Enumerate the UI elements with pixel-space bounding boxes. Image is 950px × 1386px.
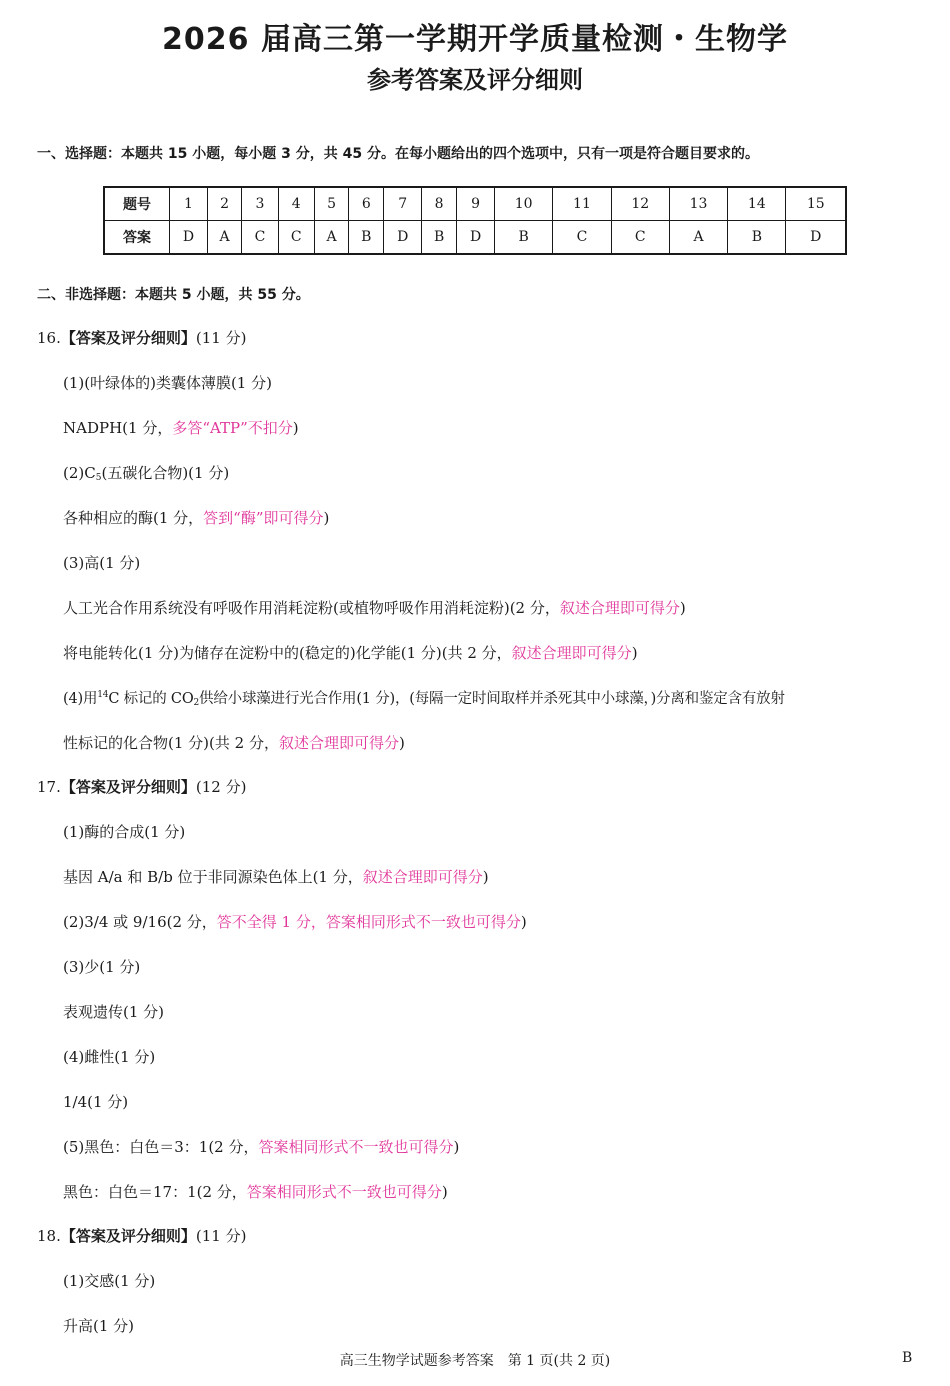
answer-cell: B (495, 221, 553, 255)
q16-line-6-text: 人工光合作用系统没有呼吸作用消耗淀粉(或植物呼吸作用消耗淀粉)(2 分， (63, 599, 560, 617)
q16-line-7-text: 将电能转化(1 分)为储存在淀粉中的(稳定的)化学能(1 分)(共 2 分， (63, 644, 512, 662)
q16-line-8-rest: 供给小球藻进行光合作用(1 分)，(每隔一定时间取样并杀死其中小球藻，)分离和鉴定含有放射 (199, 691, 785, 707)
answer-cell: A (207, 221, 241, 255)
question-number: 4 (278, 187, 314, 221)
q17-line-8-note: 答案相同形式不一致也可得分 (258, 1138, 454, 1156)
q16-line-9 (63, 732, 405, 753)
answer-cell: C (242, 221, 278, 255)
answer-cell: D (384, 221, 422, 255)
question-number: 13 (669, 187, 727, 221)
q16-line-2-note: 多答“ATP”不扣分 (172, 419, 293, 437)
q17-heading (37, 776, 246, 797)
answer-cell: B (349, 221, 384, 255)
question-number: 15 (786, 187, 846, 221)
answer-table-answer-row (104, 221, 846, 255)
question-number: 8 (422, 187, 457, 221)
q17-number: 17. (37, 778, 61, 796)
answer-cell: A (314, 221, 348, 255)
q16-line-7-note: 叙述合理即可得分 (511, 644, 632, 662)
q16-line-8-co2: C 标记的 CO (108, 691, 194, 707)
q16-label: 【答案及评分细则】 (60, 329, 196, 347)
question-number: 2 (207, 187, 241, 221)
q17-line-8 (63, 1136, 459, 1157)
q16-line-4-note: 答到“酶”即可得分 (203, 509, 324, 527)
q17-line-1: (1)酶的合成(1 分) (63, 823, 186, 841)
section-1-heading: 一、选择题：本题共 15 小题，每小题 3 分，共 45 分。在每小题给出的四个选项中，只有一项是符合题目要求的。 (37, 146, 759, 162)
answer-cell: C (278, 221, 314, 255)
q16-line-3 (63, 462, 229, 483)
version-mark: B (902, 1350, 913, 1366)
q17-line-3-close: ) (520, 913, 527, 931)
q16-line-2 (63, 417, 299, 438)
answer-table-number-row (104, 187, 846, 221)
q16-line-9-text: 性标记的化合物(1 分)(共 2 分， (63, 734, 279, 752)
q16-line-8-superscript: 14 (97, 690, 109, 700)
answer-cell: C (611, 221, 669, 255)
page-title: 2026 届高三第一学期开学质量检测・生物学 (162, 22, 788, 57)
number-row-label: 题号 (104, 187, 170, 221)
page-footer: 高三生物学试题参考答案 第 1 页(共 2 页) (339, 1353, 611, 1369)
section-2-heading: 二、非选择题：本题共 5 小题，共 55 分。 (37, 287, 310, 303)
q17-line-2-text: 基因 A/a 和 B/b 位于非同源染色体上(1 分， (63, 868, 363, 886)
question-number: 9 (457, 187, 495, 221)
q17-line-9-note: 答案相同形式不一致也可得分 (246, 1183, 442, 1201)
question-number: 7 (384, 187, 422, 221)
page-subtitle: 参考答案及评分细则 (367, 66, 583, 94)
q16-line-6 (63, 597, 686, 618)
q16-line-6-note: 叙述合理即可得分 (559, 599, 680, 617)
q16-line-8-text: (4)用 (63, 691, 98, 707)
answer-cell: A (669, 221, 727, 255)
q18-heading (37, 1225, 246, 1246)
question-number: 12 (611, 187, 669, 221)
q18-line-2: 升高(1 分) (63, 1317, 135, 1335)
q16-line-8 (63, 687, 785, 708)
question-number: 14 (728, 187, 786, 221)
q17-line-9-close: ) (441, 1183, 448, 1201)
question-number: 1 (170, 187, 208, 221)
q16-line-4-text: 各种相应的酶(1 分， (63, 509, 204, 527)
q16-line-7-close: ) (631, 644, 638, 662)
q16-line-9-note: 叙述合理即可得分 (278, 734, 399, 752)
q17-score: (12 分) (195, 778, 247, 796)
q16-line-4 (63, 507, 329, 528)
answer-row-label: 答案 (104, 221, 170, 255)
q16-line-1: (1)(叶绿体的)类囊体薄膜(1 分) (63, 374, 272, 392)
q16-line-2-close: ) (292, 419, 299, 437)
q17-line-4: (3)少(1 分) (63, 958, 141, 976)
q16-heading (37, 327, 246, 348)
q17-label: 【答案及评分细则】 (60, 778, 196, 796)
question-number: 10 (495, 187, 553, 221)
q17-line-3 (63, 911, 527, 932)
q17-line-3-text: (2)3/4 或 9/16(2 分， (63, 913, 217, 931)
q16-line-8-subscript: 2 (193, 698, 200, 708)
q17-line-9-text: 黑色：白色＝17：1(2 分， (63, 1183, 247, 1201)
q17-line-5: 表观遗传(1 分) (63, 1003, 165, 1021)
q18-label: 【答案及评分细则】 (60, 1227, 196, 1245)
question-number: 5 (314, 187, 348, 221)
answer-cell: B (422, 221, 457, 255)
q16-score: (11 分) (195, 329, 247, 347)
answer-cell: D (786, 221, 846, 255)
answer-cell: B (728, 221, 786, 255)
q16-line-3-subscript: 5 (95, 473, 102, 483)
q16-line-3-rest: (五碳化合物)(1 分) (101, 464, 230, 482)
q16-line-6-close: ) (679, 599, 686, 617)
q16-number: 16. (37, 329, 61, 347)
q17-line-8-text: (5)黑色：白色＝3：1(2 分， (63, 1138, 259, 1156)
q17-line-7: 1/4(1 分) (63, 1093, 129, 1111)
q18-number: 18. (37, 1227, 61, 1245)
q18-score: (11 分) (195, 1227, 247, 1245)
answer-cell: D (457, 221, 495, 255)
q18-line-1: (1)交感(1 分) (63, 1272, 156, 1290)
answer-cell: C (553, 221, 611, 255)
q17-line-3-note: 答不全得 1 分，答案相同形式不一致也可得分 (216, 913, 521, 931)
q16-line-2-text: NADPH(1 分， (63, 419, 173, 437)
q16-line-9-close: ) (398, 734, 405, 752)
q16-line-7 (63, 642, 638, 663)
q17-line-9 (63, 1181, 448, 1202)
question-number: 11 (553, 187, 611, 221)
q16-line-3-text: (2)C (63, 464, 96, 482)
q17-line-8-close: ) (453, 1138, 460, 1156)
q16-line-5: (3)高(1 分) (63, 554, 141, 572)
q17-line-2-note: 叙述合理即可得分 (362, 868, 483, 886)
q17-line-2 (63, 866, 489, 887)
q17-line-2-close: ) (482, 868, 489, 886)
answer-cell: D (170, 221, 208, 255)
question-number: 6 (349, 187, 384, 221)
q16-line-4-close: ) (323, 509, 330, 527)
answer-table (103, 186, 847, 255)
question-number: 3 (242, 187, 278, 221)
q17-line-6: (4)雌性(1 分) (63, 1048, 156, 1066)
